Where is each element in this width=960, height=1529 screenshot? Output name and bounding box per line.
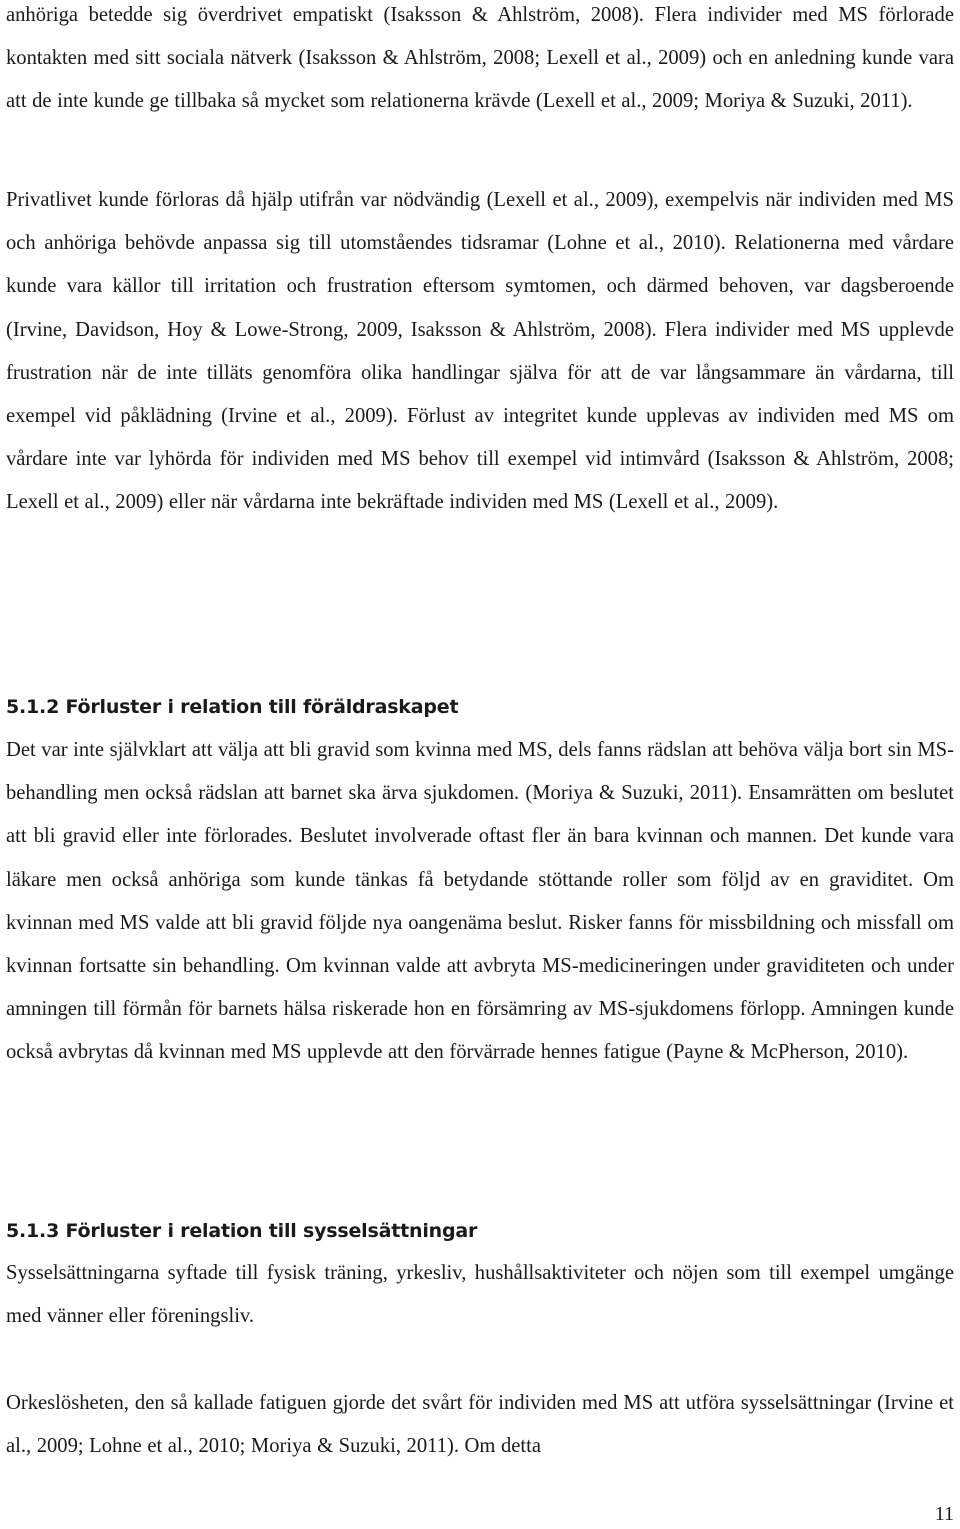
paragraph-social-network: anhöriga betedde sig överdrivet empatiskt (Isaksson & Ahlström, 2008). Flera individer med MS förlorade kontakten med sitt sociala nätverk (Isaksson & Ahlström, 2008; Lexell et al., 2009) och en anledning kunde vara att de inte kunde ge tillbaka så mycket som relationerna krävde (Lexell et al., 2009; Moriya & Suzuki, 2011). xyxy=(6,4,954,113)
paragraph-fatigue: Orkeslösheten, den så kallade fatiguen gjorde det svårt för individen med MS att utföra sysselsättningar (Irvine et al., 2009; Lohne et al., 2010; Moriya & Suzuki, 2011). Om detta xyxy=(6,1392,954,1458)
paragraph-parenthood: Det var inte självklart att välja att bli gravid som kvinna med MS, dels fanns rädslan att behöva välja bort sin MS-behandling men också rädslan att barnet ska ärva sjukdomen. (Moriya & Suzuki, 2011). Ensamrätten om beslutet att bli gravid eller inte förlorades. Beslutet involverade oftast fler än bara kvinnan och mannen. Det kunde vara läkare men också anhöriga som kunde tänkas få betydande stöttande roller som följd av en graviditet. Om kvinnan med MS valde att bli gravid följde nya oangenäma beslut. Risker fanns för missbildning och missfall om kvinnan fortsatte sin behandling. Om kvinnan valde att avbryta MS-medicineringen under graviditeten och under amningen till förmån för barnets hälsa riskerade hon en försämring av MS-sjukdomens förlopp. Amningen kunde också avbrytas då kvinnan med MS upplevde att den förvärrade hennes fatigue (Payne & McPherson, 2010). xyxy=(6,739,954,1064)
heading-occupations: 5.1.3 Förluster i relation till sysselsättningar xyxy=(6,1220,478,1242)
heading-parenthood: 5.1.2 Förluster i relation till föräldraskapet xyxy=(6,696,459,718)
paragraph-occupations-purpose: Sysselsättningarna syftade till fysisk träning, yrkesliv, hushållsaktiviteter och nöjen som till exempel umgänge med vänner eller föreningsliv. xyxy=(6,1262,954,1328)
paragraph-privacy-loss: Privatlivet kunde förloras då hjälp utifrån var nödvändig (Lexell et al., 2009), exempelvis när individen med MS och anhöriga behövde anpassa sig till utomståendes tidsramar (Lohne et al., 2010). Relationerna med vårdare kunde vara källor till irritation och frustration eftersom symtomen, och därmed behoven, var dagsberoende (Irvine, Davidson, Hoy & Lowe-Strong, 2009, Isaksson & Ahlström, 2008). Flera individer med MS upplevde frustration när de inte tilläts genomföra olika handlingar själva för att de var långsammare än vårdarna, till exempel vid påklädning (Irvine et al., 2009). Förlust av integritet kunde upplevas av individen med MS om vårdare inte var lyhörda för individen med MS behov till exempel vid intimvård (Isaksson & Ahlström, 2008; Lexell et al., 2009) eller när vårdarna inte bekräftade individen med MS (Lexell et al., 2009). xyxy=(6,189,954,514)
page-number: 11 xyxy=(934,1503,954,1525)
